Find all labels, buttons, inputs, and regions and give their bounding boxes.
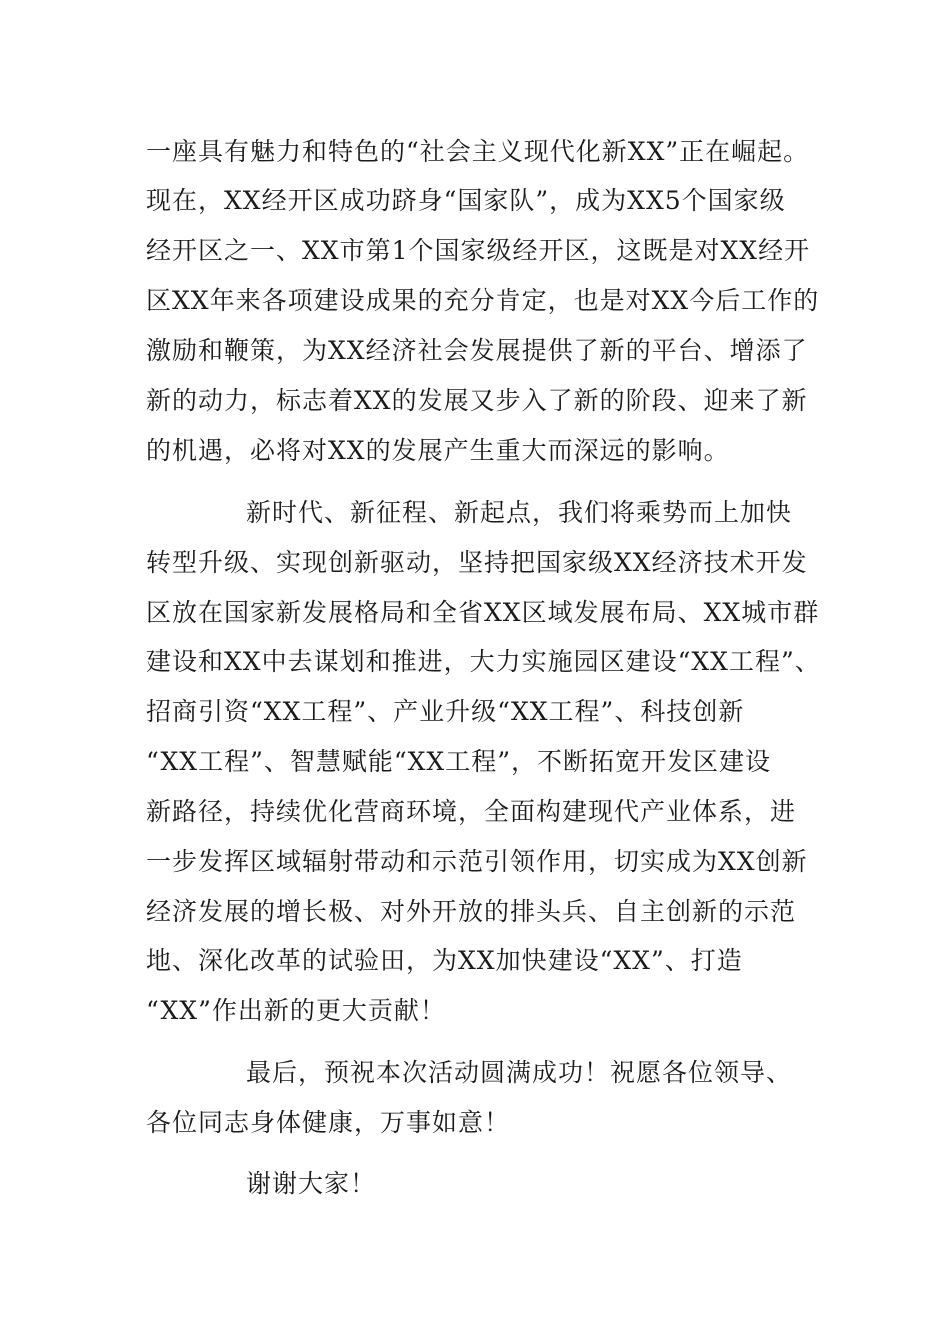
text-line: 的机遇，必将对XX的发展产生重大而深远的影响。 xyxy=(146,436,730,465)
text-line: “XX工程”、智慧赋能“XX工程”，不断拓宽开发区建设 xyxy=(146,747,772,776)
text-line: 经济发展的增长极、对外开放的排头兵、自主创新的示范 xyxy=(146,897,797,926)
text-line: 新时代、新征程、新起点，我们将乘势而上加快 xyxy=(246,498,793,527)
text-line: 新的动力，标志着XX的发展又步入了新的阶段、迎来了新 xyxy=(146,386,808,415)
text-line: 建设和XX中去谋划和推进，大力实施园区建设“XX工程”、 xyxy=(146,647,821,676)
text-line: 新路径，持续优化营商环境，全面构建现代产业体系，进 xyxy=(146,797,797,826)
text-line: 招商引资“XX工程”、产业升级“XX工程”、科技创新 xyxy=(146,697,745,726)
text-line: 现在，XX经开区成功跻身“国家队”，成为XX5个国家级 xyxy=(146,186,786,215)
text-line: 区放在国家新发展格局和全省XX区域发展布局、XX城市群 xyxy=(146,598,820,627)
closing-line: 谢谢大家！ xyxy=(246,1169,377,1198)
text-line: “XX”作出新的更大贡献！ xyxy=(146,996,446,1025)
text-line: 一步发挥区域辐射带动和示范引领作用，切实成为XX创新 xyxy=(146,847,808,876)
text-line: 一座具有魅力和特色的“社会主义现代化新XX”正在崛起。 xyxy=(146,137,810,166)
text-line: 最后，预祝本次活动圆满成功！祝愿各位领导、 xyxy=(246,1058,793,1087)
text-line: 各位同志身体健康，万事如意！ xyxy=(146,1108,511,1137)
text-line: 地、深化改革的试验田，为XX加快建设“XX”、打造 xyxy=(146,946,743,975)
text-line: 转型升级、实现创新驱动，坚持把国家级XX经济技术开发 xyxy=(146,548,808,577)
text-line: 经开区之一、XX市第1个国家级经开区，这既是对XX经开 xyxy=(146,236,811,265)
text-line: 激励和鞭策，为XX经济社会发展提供了新的平台、增添了 xyxy=(146,336,808,365)
text-line: 区XX年来各项建设成果的充分肯定，也是对XX今后工作的 xyxy=(146,286,820,315)
